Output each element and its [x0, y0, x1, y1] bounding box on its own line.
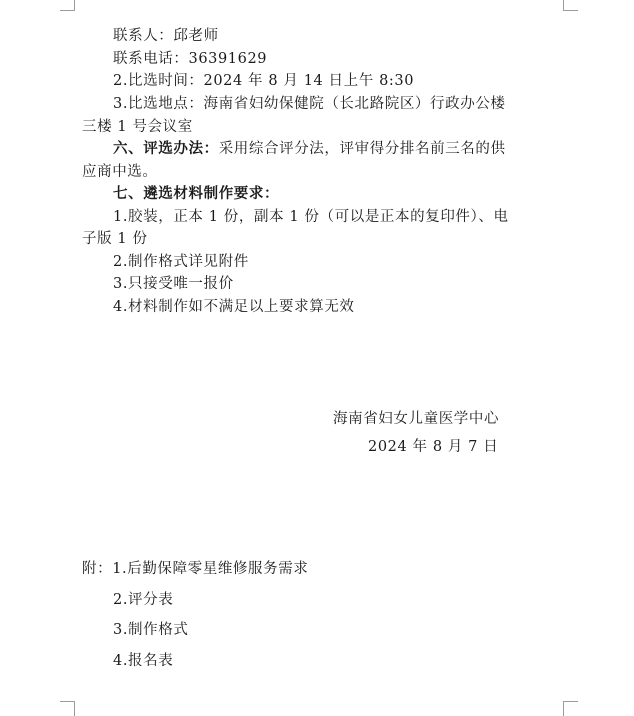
section6-text: 采用综合评分法，评审得分排名前三名的供	[218, 141, 506, 157]
requirement-3: 3.只接受唯一报价	[113, 276, 234, 292]
requirement-1-line2: 子版 1 份	[82, 231, 148, 247]
crop-mark-top-right	[563, 0, 578, 11]
selection-time: 2.比选时间：2024 年 8 月 14 日上午 8:30	[113, 73, 415, 89]
selection-location-line1: 3.比选地点：海南省妇幼保健院（长北路院区）行政办公楼	[113, 96, 506, 112]
contact-phone: 联系电话：36391629	[113, 51, 268, 67]
section6-heading: 六、评选办法：	[113, 140, 219, 157]
signature-date: 2024 年 8 月 7 日	[368, 439, 499, 455]
attachment-4: 4.报名表	[113, 653, 174, 669]
signature-organization: 海南省妇女儿童医学中心	[333, 411, 500, 427]
crop-mark-bottom-left	[60, 701, 75, 716]
contact-person: 联系人：邱老师	[113, 28, 219, 44]
attachment-3: 3.制作格式	[113, 622, 189, 638]
section6-paragraph	[113, 138, 506, 160]
section7-heading: 七、遴选材料制作要求：	[113, 185, 280, 202]
requirement-2: 2.制作格式详见附件	[113, 254, 249, 270]
attachment-2: 2.评分表	[113, 592, 174, 608]
selection-location-line2: 三楼 1 号会议室	[82, 119, 193, 135]
attachment-1: 附：1.后勤保障零星维修服务需求	[82, 561, 309, 577]
section6-text-line2: 应商中选。	[82, 164, 158, 180]
crop-mark-bottom-right	[563, 701, 578, 716]
crop-mark-top-left	[60, 0, 75, 11]
requirement-4: 4.材料制作如不满足以上要求算无效	[113, 299, 355, 315]
requirement-1-line1: 1.胶装，正本 1 份，副本 1 份（可以是正本的复印件）、电	[113, 209, 509, 225]
